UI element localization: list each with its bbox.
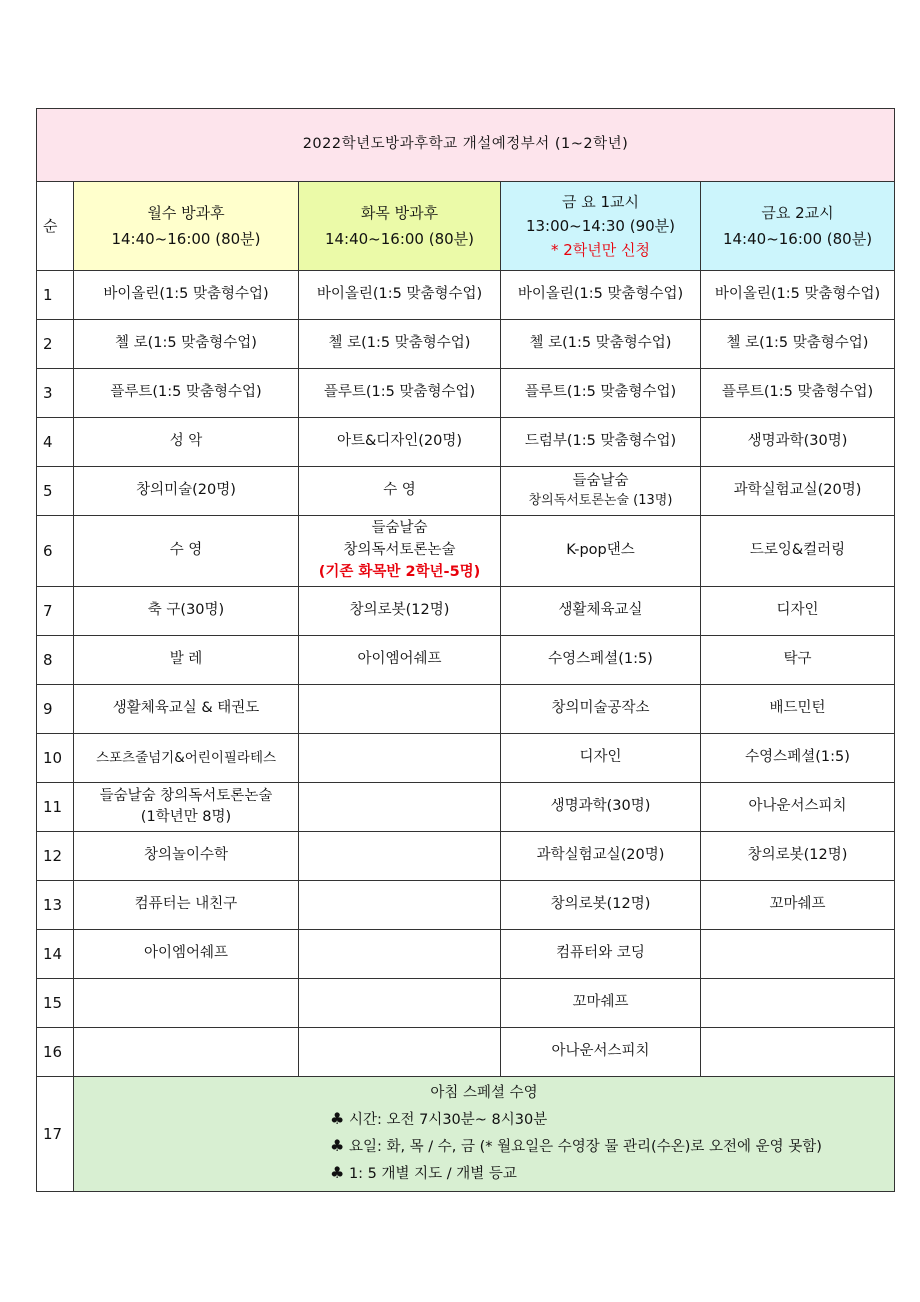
row-number: 14 [37,930,74,979]
table-cell [299,832,501,881]
row-number: 4 [37,418,74,467]
table-cell: 첼 로(1:5 맞춤형수업) [701,320,895,369]
table-row [37,271,895,320]
table-row [37,930,895,979]
table-row [37,369,895,418]
morning-swim-days: 요일: 화, 목 / 수, 금 (* 월요일은 수영장 물 관리(수온)로 오전에 운영 못함) [348,1139,822,1155]
cell-note: (기존 화목반 2학년-5명) [318,563,481,580]
col-name: 금요 2교시 [761,203,834,222]
table-row [37,418,895,467]
col-time: 14:40~16:00 (80분) [324,230,475,248]
cell-line: 창의독서토론논술 (13명) [528,493,673,508]
header-row [37,182,895,271]
col-header-tue-thu [299,182,501,271]
table-cell: 과학실험교실(20명) [501,832,701,881]
col-header-fri-1 [501,182,701,271]
cell-line: 창의독서토론논술 [343,542,456,559]
table-cell [299,881,501,930]
club-icon: ♣ [330,1163,345,1182]
table-cell [299,734,501,783]
table-cell: 과학실험교실(20명) [701,467,895,516]
table-row [37,467,895,516]
table-cell: 생활체육교실 & 태권도 [74,685,299,734]
table-cell: 꼬마쉐프 [501,979,701,1028]
table-cell: 컴퓨터와 코딩 [501,930,701,979]
table-cell: 아이엠어쉐프 [299,636,501,685]
table-cell: 디자인 [501,734,701,783]
morning-swim-cell [74,1077,895,1192]
club-icon: ♣ [330,1136,345,1155]
table-row [37,636,895,685]
table-row [37,734,895,783]
table-cell: 드럼부(1:5 맞춤형수업) [501,418,701,467]
table-cell: 수영스페셜(1:5) [501,636,701,685]
morning-swim-title: 아침 스페셜 수영 [430,1085,538,1101]
col-name: 금 요 1교시 [561,193,640,211]
table-cell: 스포츠줄넘기&어린이필라테스 [74,734,299,783]
col-name: 화목 방과후 [360,203,439,222]
table-cell: 플루트(1:5 맞춤형수업) [74,369,299,418]
table-cell: 컴퓨터는 내친구 [74,881,299,930]
row-number: 12 [37,832,74,881]
table-cell [74,783,299,832]
row-number: 9 [37,685,74,734]
table-cell: 성 악 [74,418,299,467]
table-row [37,685,895,734]
table-row [37,881,895,930]
table-cell: 아나운서스피치 [501,1028,701,1077]
col-note: * 2학년만 신청 [550,241,651,259]
table-cell: 생명과학(30명) [701,418,895,467]
table-cell [299,1028,501,1077]
table-cell [299,685,501,734]
col-time: 14:40~16:00 (80분) [722,230,873,248]
table-cell: 첼 로(1:5 맞춤형수업) [299,320,501,369]
table-cell: 생활체육교실 [501,587,701,636]
table-row [37,783,895,832]
table-cell: 드로잉&컬러링 [701,516,895,587]
table-cell: 플루트(1:5 맞춤형수업) [701,369,895,418]
table-cell: 첼 로(1:5 맞춤형수업) [501,320,701,369]
cell-line: 들숨날숨 [572,473,629,490]
row-number: 16 [37,1028,74,1077]
table-cell: 아이엠어쉐프 [74,930,299,979]
table-cell [299,979,501,1028]
morning-swim-item [74,1106,894,1133]
table-cell: 플루트(1:5 맞춤형수업) [501,369,701,418]
row-number: 5 [37,467,74,516]
cell-line: 들숨날숨 창의독서토론논술 [99,787,273,804]
col-header-fri-2 [701,182,895,271]
row-number: 8 [37,636,74,685]
page-title: 2022학년도방과후학교 개설예정부서 (1~2학년) [37,109,895,182]
table-cell: 플루트(1:5 맞춤형수업) [299,369,501,418]
row-number: 7 [37,587,74,636]
table-cell: 아나운서스피치 [701,783,895,832]
table-cell: 디자인 [701,587,895,636]
row-number: 13 [37,881,74,930]
table-cell: 꼬마쉐프 [701,881,895,930]
row-number: 10 [37,734,74,783]
table-cell [299,783,501,832]
table-cell: 수 영 [74,516,299,587]
table-cell [74,979,299,1028]
table-cell: 바이올린(1:5 맞춤형수업) [74,271,299,320]
col-header-mon-wed [74,182,299,271]
table-row [37,832,895,881]
table-cell [701,930,895,979]
row-number: 2 [37,320,74,369]
morning-swim-item [74,1160,894,1187]
table-row [37,320,895,369]
table-cell [701,979,895,1028]
row-number: 3 [37,369,74,418]
table-cell: 축 구(30명) [74,587,299,636]
table-cell: 창의미술(20명) [74,467,299,516]
table-cell [701,1028,895,1077]
col-time: 13:00~14:30 (90분) [525,217,676,235]
morning-swim-row [37,1077,895,1192]
table-cell: 창의미술공작소 [501,685,701,734]
table-row [37,587,895,636]
schedule-table [36,108,895,1192]
table-cell: K-pop댄스 [501,516,701,587]
table-cell [299,930,501,979]
morning-swim-item [74,1133,894,1160]
table-cell: 수영스페셜(1:5) [701,734,895,783]
col-name: 월수 방과후 [147,203,225,222]
cell-line: (1학년만 8명) [140,809,232,825]
table-cell: 창의로봇(12명) [299,587,501,636]
table-cell: 생명과학(30명) [501,783,701,832]
table-cell [299,516,501,587]
table-cell: 창의로봇(12명) [501,881,701,930]
row-number: 1 [37,271,74,320]
table-cell: 창의놀이수학 [74,832,299,881]
num-header: 순 [37,182,74,271]
table-cell: 바이올린(1:5 맞춤형수업) [701,271,895,320]
table-cell: 발 레 [74,636,299,685]
table-row [37,516,895,587]
table-row [37,1028,895,1077]
table-cell: 탁구 [701,636,895,685]
table-cell [74,1028,299,1077]
table-cell: 아트&디자인(20명) [299,418,501,467]
cell-line: 들숨날숨 [371,520,428,537]
row-number: 17 [37,1077,74,1192]
row-number: 15 [37,979,74,1028]
table-cell: 첼 로(1:5 맞춤형수업) [74,320,299,369]
table-cell: 바이올린(1:5 맞춤형수업) [501,271,701,320]
table-cell: 배드민턴 [701,685,895,734]
table-cell: 바이올린(1:5 맞춤형수업) [299,271,501,320]
col-time: 14:40~16:00 (80분) [111,230,261,248]
table-row [37,979,895,1028]
morning-swim-method: 1: 5 개별 지도 / 개별 등교 [348,1166,517,1182]
table-cell: 창의로봇(12명) [701,832,895,881]
row-number: 11 [37,783,74,832]
table-cell: 수 영 [299,467,501,516]
morning-swim-time: 시간: 오전 7시30분~ 8시30분 [348,1112,548,1128]
club-icon: ♣ [330,1109,345,1128]
row-number: 6 [37,516,74,587]
table-cell [501,467,701,516]
